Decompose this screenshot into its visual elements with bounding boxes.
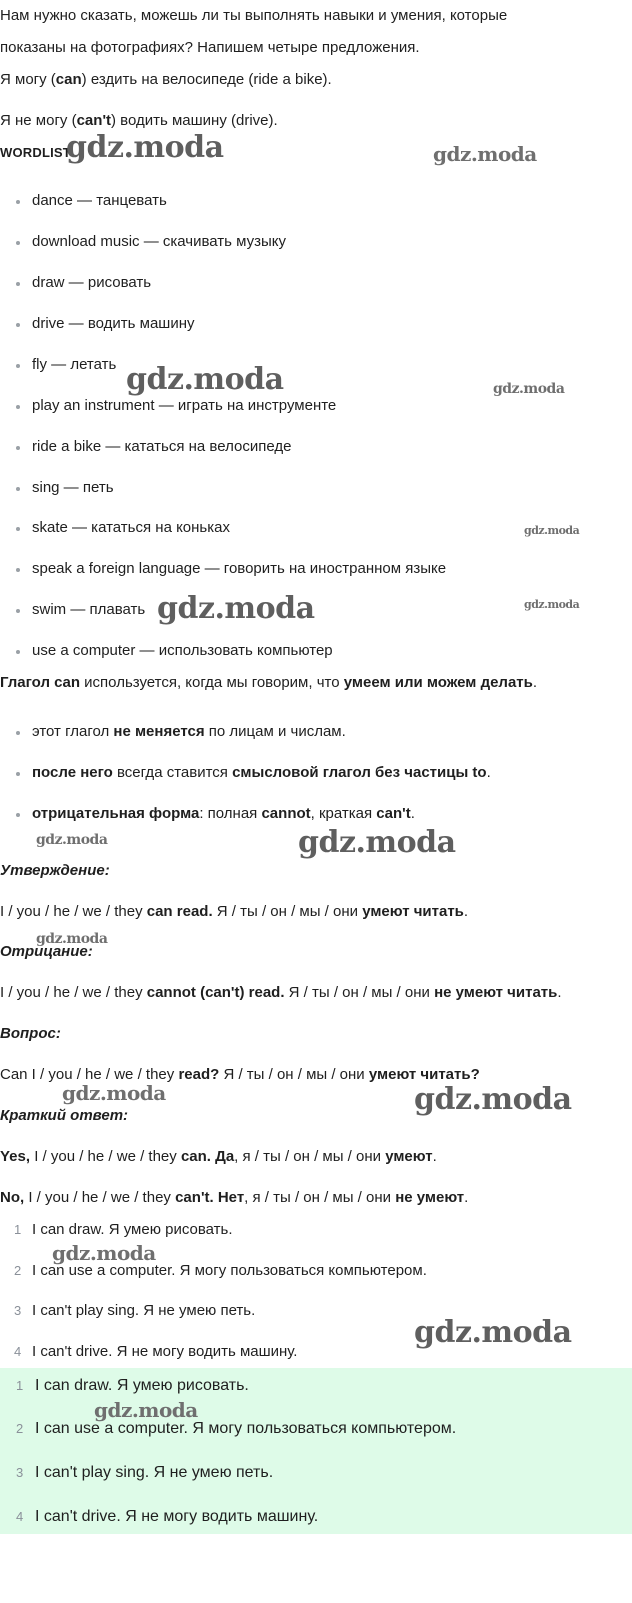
intro-line-1: Нам нужно сказать, можешь ли ты выполнять навыки и умения, которые <box>0 7 508 24</box>
bullet-icon <box>16 731 20 735</box>
short-answer-heading: Краткий ответ: <box>0 1107 129 1124</box>
affirmation-example: I / you / he / we / they can read. Я / ты / он / мы / они умеют читать. <box>0 903 469 920</box>
bullet-icon <box>16 200 20 204</box>
watermark: gdz.moda <box>62 1081 166 1105</box>
watermark: gdz.moda <box>94 1398 198 1422</box>
watermark: gdz.moda <box>126 362 284 397</box>
intro-line-2: показаны на фотографиях? Напишем четыре предложения. <box>0 39 420 56</box>
bullet-icon <box>16 323 20 327</box>
example-cant: Я не могу (can't) водить машину (drive). <box>0 112 278 129</box>
example-can: Я могу (can) ездить на велосипеде (ride a bike). <box>0 71 332 88</box>
bullet-icon <box>16 568 20 572</box>
grammar-intro: Глагол can используется, когда мы говорим, что умеем или можем делать. <box>0 674 538 691</box>
short-answer-no: No, I / you / he / we / they can't. Нет, я / ты / он / мы / они не умеют. <box>0 1189 469 1206</box>
watermark: gdz.moda <box>36 832 108 848</box>
bullet-icon <box>16 487 20 491</box>
bullet-icon <box>16 650 20 654</box>
watermark: gdz.moda <box>414 1082 572 1117</box>
watermark: gdz.moda <box>298 825 456 860</box>
affirmation-heading: Утверждение: <box>0 862 110 879</box>
bullet-icon <box>16 446 20 450</box>
wordlist-title: WORDLIST <box>0 145 71 160</box>
negation-heading: Отрицание: <box>0 943 93 960</box>
watermark: gdz.moda <box>493 381 565 397</box>
watermark: gdz.moda <box>52 1241 156 1265</box>
bullet-icon <box>16 405 20 409</box>
bullet-icon <box>16 527 20 531</box>
bullet-icon <box>16 241 20 245</box>
watermark: gdz.moda <box>524 524 580 537</box>
bullet-icon <box>16 364 20 368</box>
bullet-icon <box>16 282 20 286</box>
watermark: gdz.moda <box>414 1315 572 1350</box>
watermark: gdz.moda <box>36 931 108 947</box>
watermark: gdz.moda <box>66 130 224 165</box>
watermark: gdz.moda <box>157 591 315 626</box>
question-heading: Вопрос: <box>0 1025 61 1042</box>
answer-highlight-box: 1 I can draw. Я умею рисовать. 2 I can use a computer. Я могу пользоваться компьютером. 3 I can't play sing. Я не умею петь. 4 I can't drive. Я не могу водить машину. <box>0 1368 632 1534</box>
negation-example: I / you / he / we / they cannot (can't) read. Я / ты / он / мы / они не умеют читать. <box>0 984 562 1001</box>
bullet-icon <box>16 813 20 817</box>
short-answer-yes: Yes, I / you / he / we / they can. Да, я / ты / он / мы / они умеют. <box>0 1148 437 1165</box>
question-example: Can I / you / he / we / they read? Я / ты / он / мы / они умеют читать? <box>0 1066 480 1083</box>
page: Нам нужно сказать, можешь ли ты выполнять навыки и умения, которые показаны на фотографиях? Напишем четыре предложения. Я могу (can) ездить на велосипеде (ride a bike). Я не могу (can't) водить машину (drive). WORDLIST dance — танцевать download music — скачивать музыку draw — рисовать drive — водить машину fly — летать play an instrument — играть на инструменте ride a bike — кататься на велосипеде sing — петь skate — кататься на коньках speak a foreign language — говорить на иностранном языке swim — плавать use a computer — использовать компьютер Глагол can используется, когда мы говорим, что умеем или можем делать. этот глагол не меняется по лицам и числам. после него всегда ставится смысловой глагол без частицы to. отрицательная форма: полная cannot, краткая can't. Утверждение: I / you / he / we / they can read. Я / ты / он / мы / они умеют читать. Отрицание: I / you / he / we / they cannot (can't) read. Я / ты / он / мы / они не умеют читать. Вопрос: Can I / you / he / we / they read? Я / ты / он / мы / они умеют читать? Краткий ответ: Yes, I / you / he / we / they can. Да, я / ты / он / мы / они умеют. No, I / you / he / we / they can't. Нет, я / ты / он / мы / они не умеют. 1 I can draw. Я умею рисовать. 2 I can use a computer. Я могу пользоваться компьютером. 3 I can't play sing. Я не умею петь. 4 I can't drive. Я не могу водить машину. 1 I can draw. Я умею рисовать. 2 I can use a computer. Я могу пользоваться компьютером. 3 I can't play sing. Я не умею петь. 4 I can't drive. Я не могу водить машину. gdz.moda gdz.moda gdz.moda gdz.moda gdz.moda gdz.moda gdz.moda gdz.moda gdz.moda gdz.moda gdz.moda gdz.moda gdz.moda gdz.moda gdz.moda <box>0 0 632 1603</box>
bullet-icon <box>16 609 20 613</box>
bullet-icon <box>16 772 20 776</box>
watermark: gdz.moda <box>524 598 580 611</box>
watermark: gdz.moda <box>433 142 537 166</box>
